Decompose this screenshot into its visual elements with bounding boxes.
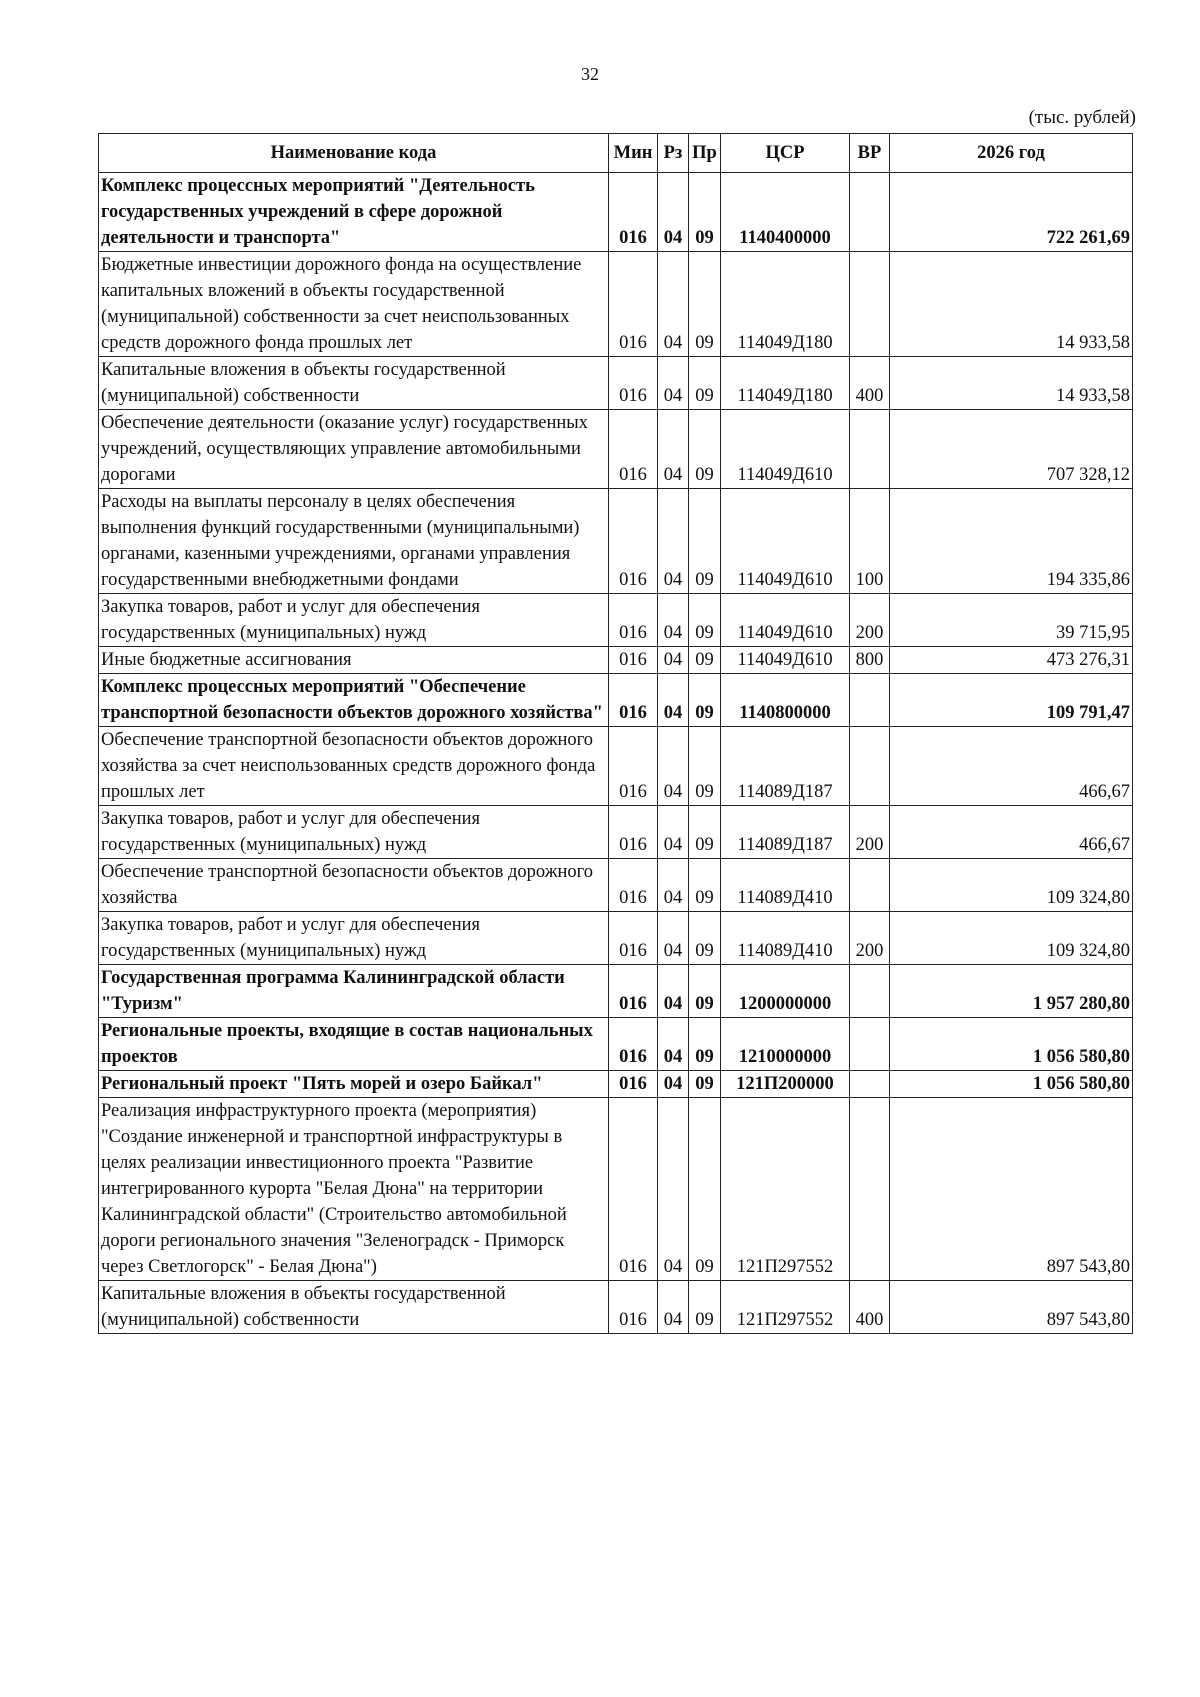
table-row — [99, 806, 1133, 859]
cell-pr: 09 — [689, 965, 721, 1018]
cell-rz: 04 — [658, 1281, 689, 1334]
cell-name: Обеспечение деятельности (оказание услуг) государственных учреждений, осуществляющих управление автомобильными дорогами — [99, 410, 609, 489]
cell-csr: 114049Д180 — [721, 252, 850, 357]
table-row — [99, 173, 1133, 252]
cell-vr: 200 — [850, 912, 890, 965]
cell-csr: 114089Д410 — [721, 859, 850, 912]
header-min: Мин — [609, 134, 658, 173]
table-row — [99, 965, 1133, 1018]
cell-name: Комплекс процессных мероприятий "Деятельность государственных учреждений в сфере дорожной деятельности и транспорта" — [99, 173, 609, 252]
cell-csr: 114049Д610 — [721, 410, 850, 489]
cell-csr: 114049Д180 — [721, 357, 850, 410]
cell-name: Обеспечение транспортной безопасности объектов дорожного хозяйства — [99, 859, 609, 912]
cell-vr: 800 — [850, 647, 890, 674]
cell-rz: 04 — [658, 647, 689, 674]
cell-name: Закупка товаров, работ и услуг для обеспечения государственных (муниципальных) нужд — [99, 594, 609, 647]
cell-rz: 04 — [658, 727, 689, 806]
cell-rz: 04 — [658, 357, 689, 410]
table-row — [99, 357, 1133, 410]
cell-name: Иные бюджетные ассигнования — [99, 647, 609, 674]
cell-pr: 09 — [689, 594, 721, 647]
cell-min: 016 — [609, 489, 658, 594]
cell-pr: 09 — [689, 859, 721, 912]
table-row — [99, 252, 1133, 357]
cell-amount: 194 335,86 — [890, 489, 1133, 594]
cell-pr: 09 — [689, 357, 721, 410]
cell-vr — [850, 859, 890, 912]
cell-min: 016 — [609, 173, 658, 252]
cell-name: Закупка товаров, работ и услуг для обеспечения государственных (муниципальных) нужд — [99, 806, 609, 859]
cell-csr: 1140400000 — [721, 173, 850, 252]
cell-vr — [850, 727, 890, 806]
cell-csr: 114049Д610 — [721, 594, 850, 647]
cell-min: 016 — [609, 859, 658, 912]
cell-rz: 04 — [658, 489, 689, 594]
cell-name: Реализация инфраструктурного проекта (мероприятия) "Создание инженерной и транспортной инфраструктуры в целях реализации инвестиционного проекта "Развитие интегрированного курорта "Белая Дюна" на территории Калининградской области" (Строительство автомобильной дороги регионального значения "Зеленоградск - Приморск через Светлогорск" - Белая Дюна") — [99, 1098, 609, 1281]
cell-rz: 04 — [658, 859, 689, 912]
cell-pr: 09 — [689, 1281, 721, 1334]
cell-amount: 109 324,80 — [890, 859, 1133, 912]
table-row — [99, 489, 1133, 594]
header-rz: Рз — [658, 134, 689, 173]
cell-amount: 466,67 — [890, 806, 1133, 859]
table-body — [99, 173, 1133, 1334]
cell-vr: 400 — [850, 357, 890, 410]
table-row — [99, 647, 1133, 674]
cell-amount: 1 056 580,80 — [890, 1071, 1133, 1098]
table-row — [99, 1098, 1133, 1281]
cell-rz: 04 — [658, 806, 689, 859]
cell-name: Расходы на выплаты персоналу в целях обеспечения выполнения функций государственными (муниципальными) органами, казенными учреждениями, органами управления государственными внебюджетными фондами — [99, 489, 609, 594]
cell-vr — [850, 173, 890, 252]
header-name: Наименование кода — [99, 134, 609, 173]
cell-pr: 09 — [689, 489, 721, 594]
cell-vr: 100 — [850, 489, 890, 594]
cell-rz: 04 — [658, 410, 689, 489]
cell-min: 016 — [609, 1281, 658, 1334]
cell-rz: 04 — [658, 173, 689, 252]
cell-min: 016 — [609, 1098, 658, 1281]
cell-name: Комплекс процессных мероприятий "Обеспечение транспортной безопасности объектов дорожного хозяйства" — [99, 674, 609, 727]
cell-vr: 400 — [850, 1281, 890, 1334]
cell-name: Бюджетные инвестиции дорожного фонда на осуществление капитальных вложений в объекты государственной (муниципальной) собственности за счет неиспользованных средств дорожного фонда прошлых лет — [99, 252, 609, 357]
cell-vr — [850, 1071, 890, 1098]
cell-vr: 200 — [850, 806, 890, 859]
cell-amount: 897 543,80 — [890, 1098, 1133, 1281]
cell-pr: 09 — [689, 1098, 721, 1281]
header-pr: Пр — [689, 134, 721, 173]
table-row — [99, 410, 1133, 489]
cell-pr: 09 — [689, 806, 721, 859]
cell-csr: 121П297552 — [721, 1281, 850, 1334]
cell-name: Закупка товаров, работ и услуг для обеспечения государственных (муниципальных) нужд — [99, 912, 609, 965]
cell-amount: 707 328,12 — [890, 410, 1133, 489]
cell-min: 016 — [609, 1018, 658, 1071]
cell-min: 016 — [609, 965, 658, 1018]
cell-csr: 114089Д187 — [721, 806, 850, 859]
table-row — [99, 594, 1133, 647]
cell-pr: 09 — [689, 727, 721, 806]
cell-rz: 04 — [658, 674, 689, 727]
cell-amount: 473 276,31 — [890, 647, 1133, 674]
cell-name: Обеспечение транспортной безопасности объектов дорожного хозяйства за счет неиспользованных средств дорожного фонда прошлых лет — [99, 727, 609, 806]
cell-min: 016 — [609, 357, 658, 410]
header-year: 2026 год — [890, 134, 1133, 173]
table-row — [99, 1281, 1133, 1334]
cell-rz: 04 — [658, 965, 689, 1018]
cell-pr: 09 — [689, 647, 721, 674]
cell-rz: 04 — [658, 1018, 689, 1071]
cell-rz: 04 — [658, 1098, 689, 1281]
cell-amount: 897 543,80 — [890, 1281, 1133, 1334]
cell-csr: 121П297552 — [721, 1098, 850, 1281]
cell-pr: 09 — [689, 173, 721, 252]
cell-min: 016 — [609, 912, 658, 965]
cell-min: 016 — [609, 594, 658, 647]
cell-amount: 466,67 — [890, 727, 1133, 806]
page-number: 32 — [581, 64, 599, 84]
table-row — [99, 727, 1133, 806]
cell-amount: 39 715,95 — [890, 594, 1133, 647]
cell-amount: 14 933,58 — [890, 357, 1133, 410]
cell-vr — [850, 965, 890, 1018]
cell-amount: 722 261,69 — [890, 173, 1133, 252]
cell-vr — [850, 674, 890, 727]
cell-name: Капитальные вложения в объекты государственной (муниципальной) собственности — [99, 357, 609, 410]
cell-csr: 1210000000 — [721, 1018, 850, 1071]
cell-vr — [850, 1018, 890, 1071]
cell-csr: 1200000000 — [721, 965, 850, 1018]
cell-vr — [850, 252, 890, 357]
cell-rz: 04 — [658, 252, 689, 357]
cell-vr — [850, 410, 890, 489]
cell-csr: 121П200000 — [721, 1071, 850, 1098]
cell-rz: 04 — [658, 1071, 689, 1098]
table-header-row — [99, 134, 1133, 173]
table-row — [99, 1071, 1133, 1098]
cell-rz: 04 — [658, 912, 689, 965]
cell-csr: 114089Д410 — [721, 912, 850, 965]
cell-min: 016 — [609, 806, 658, 859]
cell-vr — [850, 1098, 890, 1281]
cell-min: 016 — [609, 647, 658, 674]
cell-csr: 114049Д610 — [721, 489, 850, 594]
cell-min: 016 — [609, 410, 658, 489]
cell-min: 016 — [609, 1071, 658, 1098]
cell-pr: 09 — [689, 1071, 721, 1098]
cell-pr: 09 — [689, 410, 721, 489]
cell-name: Капитальные вложения в объекты государственной (муниципальной) собственности — [99, 1281, 609, 1334]
cell-pr: 09 — [689, 1018, 721, 1071]
table-row — [99, 912, 1133, 965]
cell-amount: 1 056 580,80 — [890, 1018, 1133, 1071]
cell-amount: 109 324,80 — [890, 912, 1133, 965]
cell-vr: 200 — [850, 594, 890, 647]
table-row — [99, 1018, 1133, 1071]
cell-csr: 114089Д187 — [721, 727, 850, 806]
cell-name: Региональные проекты, входящие в состав национальных проектов — [99, 1018, 609, 1071]
cell-name: Региональный проект "Пять морей и озеро Байкал" — [99, 1071, 609, 1098]
cell-min: 016 — [609, 727, 658, 806]
cell-pr: 09 — [689, 252, 721, 357]
cell-amount: 1 957 280,80 — [890, 965, 1133, 1018]
cell-name: Государственная программа Калининградской области "Туризм" — [99, 965, 609, 1018]
table-row — [99, 674, 1133, 727]
header-csr: ЦСР — [721, 134, 850, 173]
cell-amount: 109 791,47 — [890, 674, 1133, 727]
units-label: (тыс. рублей) — [1028, 107, 1136, 128]
cell-min: 016 — [609, 252, 658, 357]
cell-min: 016 — [609, 674, 658, 727]
cell-csr: 1140800000 — [721, 674, 850, 727]
header-vr: ВР — [850, 134, 890, 173]
cell-pr: 09 — [689, 912, 721, 965]
cell-csr: 114049Д610 — [721, 647, 850, 674]
cell-pr: 09 — [689, 674, 721, 727]
cell-amount: 14 933,58 — [890, 252, 1133, 357]
budget-table — [98, 133, 1133, 1334]
table-row — [99, 859, 1133, 912]
cell-rz: 04 — [658, 594, 689, 647]
